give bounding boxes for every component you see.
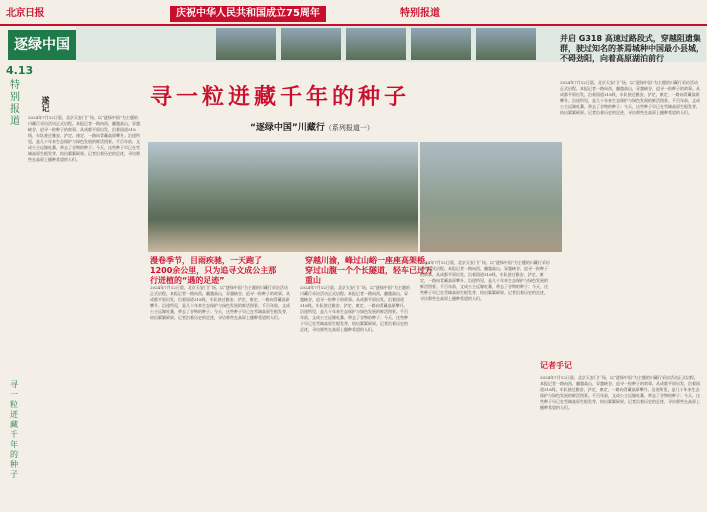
- banner-sub-title: 特别报道: [400, 8, 440, 19]
- column-logo: 逐绿中国: [8, 30, 76, 60]
- article-text: 2024年7月12日晨，北京天安门广场，以“逐绿中国”为主题的川藏行采访活动正式启程。本报记者一路向西，翻越高山，穿越峡谷，追寻一粒种子的故事。从成都平原出发，沿着国道318线，车队驶过雅安、泸定、康定，一路向青藏高原攀升。沿途所见，是几十年来生态保护与绿色发展的鲜活图景。千百年前，文成公主远嫁吐蕃，带去了谷物的种子；今天，这些种子早已在雪域高原生根发芽，结出累累硕果。记者沿着历史的足迹，寻访那些在高原上播种希望的人们。: [560, 80, 700, 115]
- article-text: 2024年7月12日晨，北京天安门广场，以“逐绿中国”为主题的川藏行采访活动正式启程。本报记者一路向西，翻越高山，穿越峡谷，追寻一粒种子的故事。从成都平原出发，沿着国道318线，车队驶过雅安、泸定、康定，一路向青藏高原攀升。沿途所见，是几十年来生态保护与绿色发展的鲜活图景。千百年前，文成公主远嫁吐蕃，带去了谷物的种子；今天，这些种子早已在雪域高原生根发芽，结出累累硕果。记者沿着历史的足迹，寻访那些在高原上播种希望的人们。: [150, 285, 290, 320]
- article-text: 2024年7月12日晨，北京天安门广场，以“逐绿中国”为主题的川藏行采访活动正式启程。本报记者一路向西，翻越高山，穿越峡谷，追寻一粒种子的故事。从成都平原出发，沿着国道318线，车队驶过雅安、泸定、康定，一路向青藏高原攀升。沿途所见，是几十年来生态保护与绿色发展的鲜活图景。千百年前，文成公主远嫁吐蕃，带去了谷物的种子；今天，这些种子早已在雪域高原生根发芽，结出累累硕果。记者沿着历史的足迹，寻访那些在高原上播种希望的人们。: [300, 285, 410, 332]
- article-column: [420, 260, 550, 505]
- photo-caption: 穿越川渝，峰过山峪一座座高架桥，穿过山腹一个个长隧道，轻车已过万重山: [305, 256, 433, 285]
- editor-note-title: 记者手记: [540, 361, 572, 370]
- thumbnail-photo: [281, 28, 341, 60]
- thumbnail-photo: [346, 28, 406, 60]
- thumbnail-photo: [411, 28, 471, 60]
- subhead-title: “逐绿中国”川藏行: [250, 123, 325, 133]
- article-column: [560, 80, 700, 350]
- top-rule: [0, 24, 707, 26]
- article-column: [150, 285, 290, 505]
- author-label: 遂记: [41, 96, 50, 112]
- banner-main-title: 庆祝中华人民共和国成立75周年: [170, 6, 326, 22]
- article-column: [300, 285, 410, 505]
- article-text: 2024年7月12日晨，北京天安门广场，以“逐绿中国”为主题的川藏行采访活动正式启程。本报记者一路向西，翻越高山，穿越峡谷，追寻一粒种子的故事。从成都平原出发，沿着国道318线，车队驶过雅安、泸定、康定，一路向青藏高原攀升。沿途所见，是几十年来生态保护与绿色发展的鲜活图景。千百年前，文成公主远嫁吐蕃，带去了谷物的种子；今天，这些种子早已在雪域高原生根发芽，结出累累硕果。记者沿着历史的足迹，寻访那些在高原上播种希望的人们。: [420, 260, 550, 301]
- side-photo: [418, 142, 562, 252]
- banner: [170, 6, 470, 22]
- article-text: 2024年7月12日晨，北京天安门广场，以“逐绿中国”为主题的川藏行采访活动正式启程。本报记者一路向西，翻越高山，穿越峡谷，追寻一粒种子的故事。从成都平原出发，沿着国道318线，车队驶过雅安、泸定、康定，一路向青藏高原攀升。沿途所见，是几十年来生态保护与绿色发展的鲜活图景。千百年前，文成公主远嫁吐蕃，带去了谷物的种子；今天，这些种子早已在雪域高原生根发芽，结出累累硕果。记者沿着历史的足迹，寻访那些在高原上播种希望的人们。: [540, 375, 700, 410]
- photo-caption: 漫卷季节，目雨疾驰，一天跑了1200余公里，只为追寻文成公主那行迸植的“遇的足迹”: [150, 256, 277, 285]
- issue-date: 4.13: [6, 64, 34, 77]
- section-label: 特别报道: [10, 80, 20, 127]
- thumbnail-photo: [476, 28, 536, 60]
- side-article-title: 并启 G318 高速过路段式，穿越阻遗集群，驶过知名的茶焉城种中国最小县城，不碍劲阳，向着高原湖泊前行: [560, 34, 704, 63]
- masthead: 北京日报: [6, 8, 44, 19]
- vertical-slogan: 寻一粒迸藏千年的种子: [10, 380, 18, 479]
- page-headline: 寻一粒迸藏千年的种子: [150, 84, 411, 110]
- thumbnail-photo: [216, 28, 276, 60]
- article-column: [28, 115, 140, 500]
- sub-headline: [250, 120, 374, 133]
- article-column: [540, 375, 700, 505]
- subhead-series: （系列报道一）: [324, 124, 374, 132]
- article-text: 2024年7月12日晨，北京天安门广场，以“逐绿中国”为主题的川藏行采访活动正式启程。本报记者一路向西，翻越高山，穿越峡谷，追寻一粒种子的故事。从成都平原出发，沿着国道318线，车队驶过雅安、泸定、康定，一路向青藏高原攀升。沿途所见，是几十年来生态保护与绿色发展的鲜活图景。千百年前，文成公主远嫁吐蕃，带去了谷物的种子；今天，这些种子早已在雪域高原生根发芽，结出累累硕果。记者沿着历史的足迹，寻访那些在高原上播种希望的人们。: [28, 115, 140, 162]
